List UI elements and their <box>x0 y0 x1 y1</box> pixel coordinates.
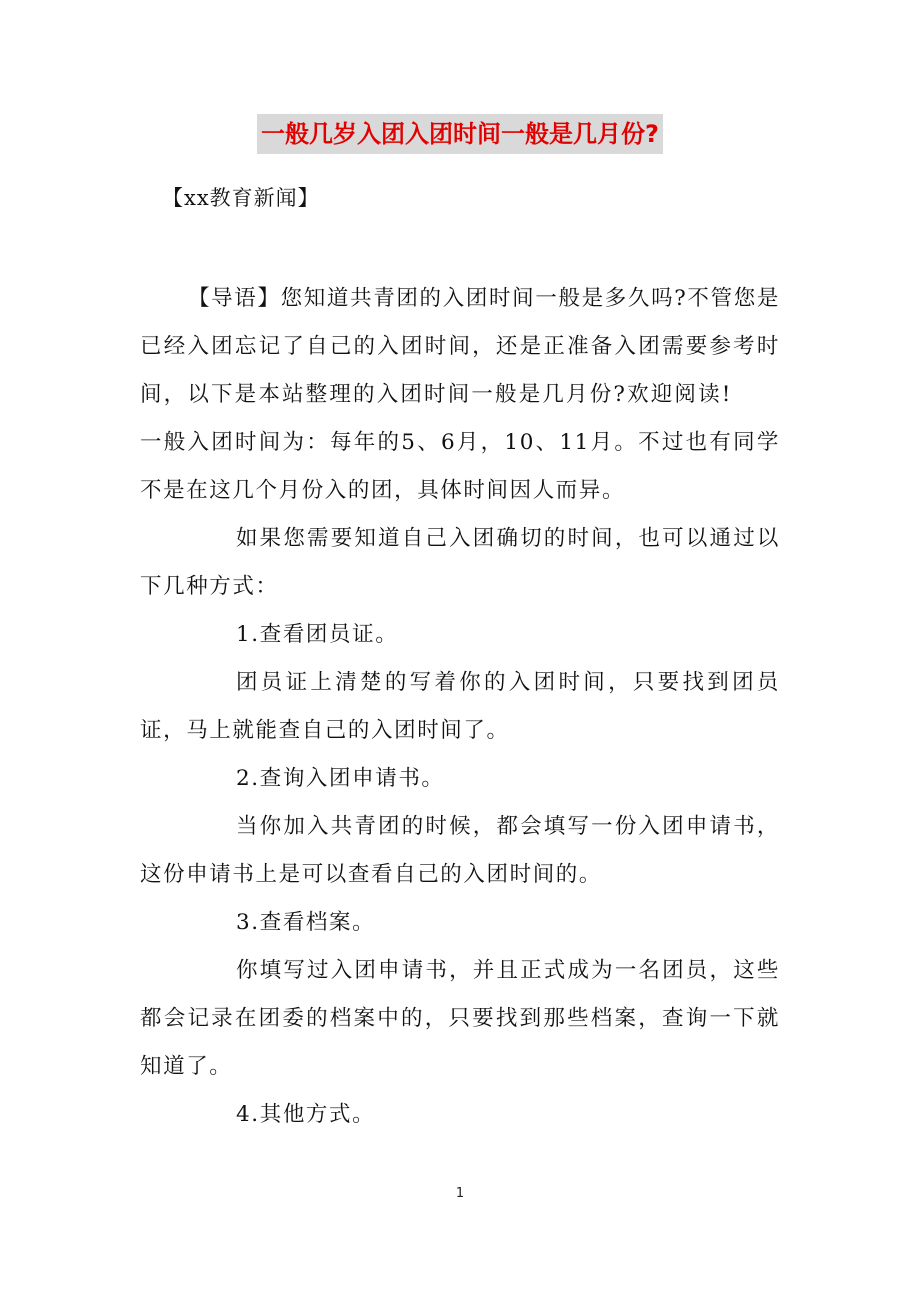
paragraph-if: 如果您需要知道自己入团确切的时间，也可以通过以下几种方式： <box>140 526 780 599</box>
title-container <box>0 114 920 154</box>
intro-part2: 一般入团时间为：每年的5、6月，10、11月。不过也有同学不是在这几个月份入的团，具体时间因人而异。 <box>140 430 780 503</box>
intro-part1: 【导语】您知道共青团的入团时间一般是多久吗?不管您是已经入团忘记了自己的入团时间，还是正准备入团需要参考时间，以下是本站整理的入团时间一般是几月份?欢迎阅读! <box>140 286 780 407</box>
method3-heading: 3.查看档案。 <box>236 910 376 935</box>
method2-text: 当你加入共青团的时候，都会填写一份入团申请书，这份申请书上是可以查看自己的入团时间的。 <box>140 814 780 887</box>
source-label: 【xx教育新闻】 <box>162 186 320 210</box>
page-number: 1 <box>455 1186 465 1201</box>
method1-text: 团员证上清楚的写着你的入团时间，只要找到团员证，马上就能查自己的入团时间了。 <box>140 670 780 743</box>
document-title: 一般几岁入团入团时间一般是几月份? <box>257 114 663 154</box>
article-body <box>140 275 780 1139</box>
method4-heading: 4.其他方式。 <box>236 1102 376 1127</box>
intro-paragraph <box>140 275 780 515</box>
method2-heading: 2.查询入团申请书。 <box>236 766 445 791</box>
method1-heading: 1.查看团员证。 <box>236 622 399 647</box>
method3-text: 你填写过入团申请书，并且正式成为一名团员，这些都会记录在团委的档案中的，只要找到那些档案，查询一下就知道了。 <box>140 958 780 1079</box>
